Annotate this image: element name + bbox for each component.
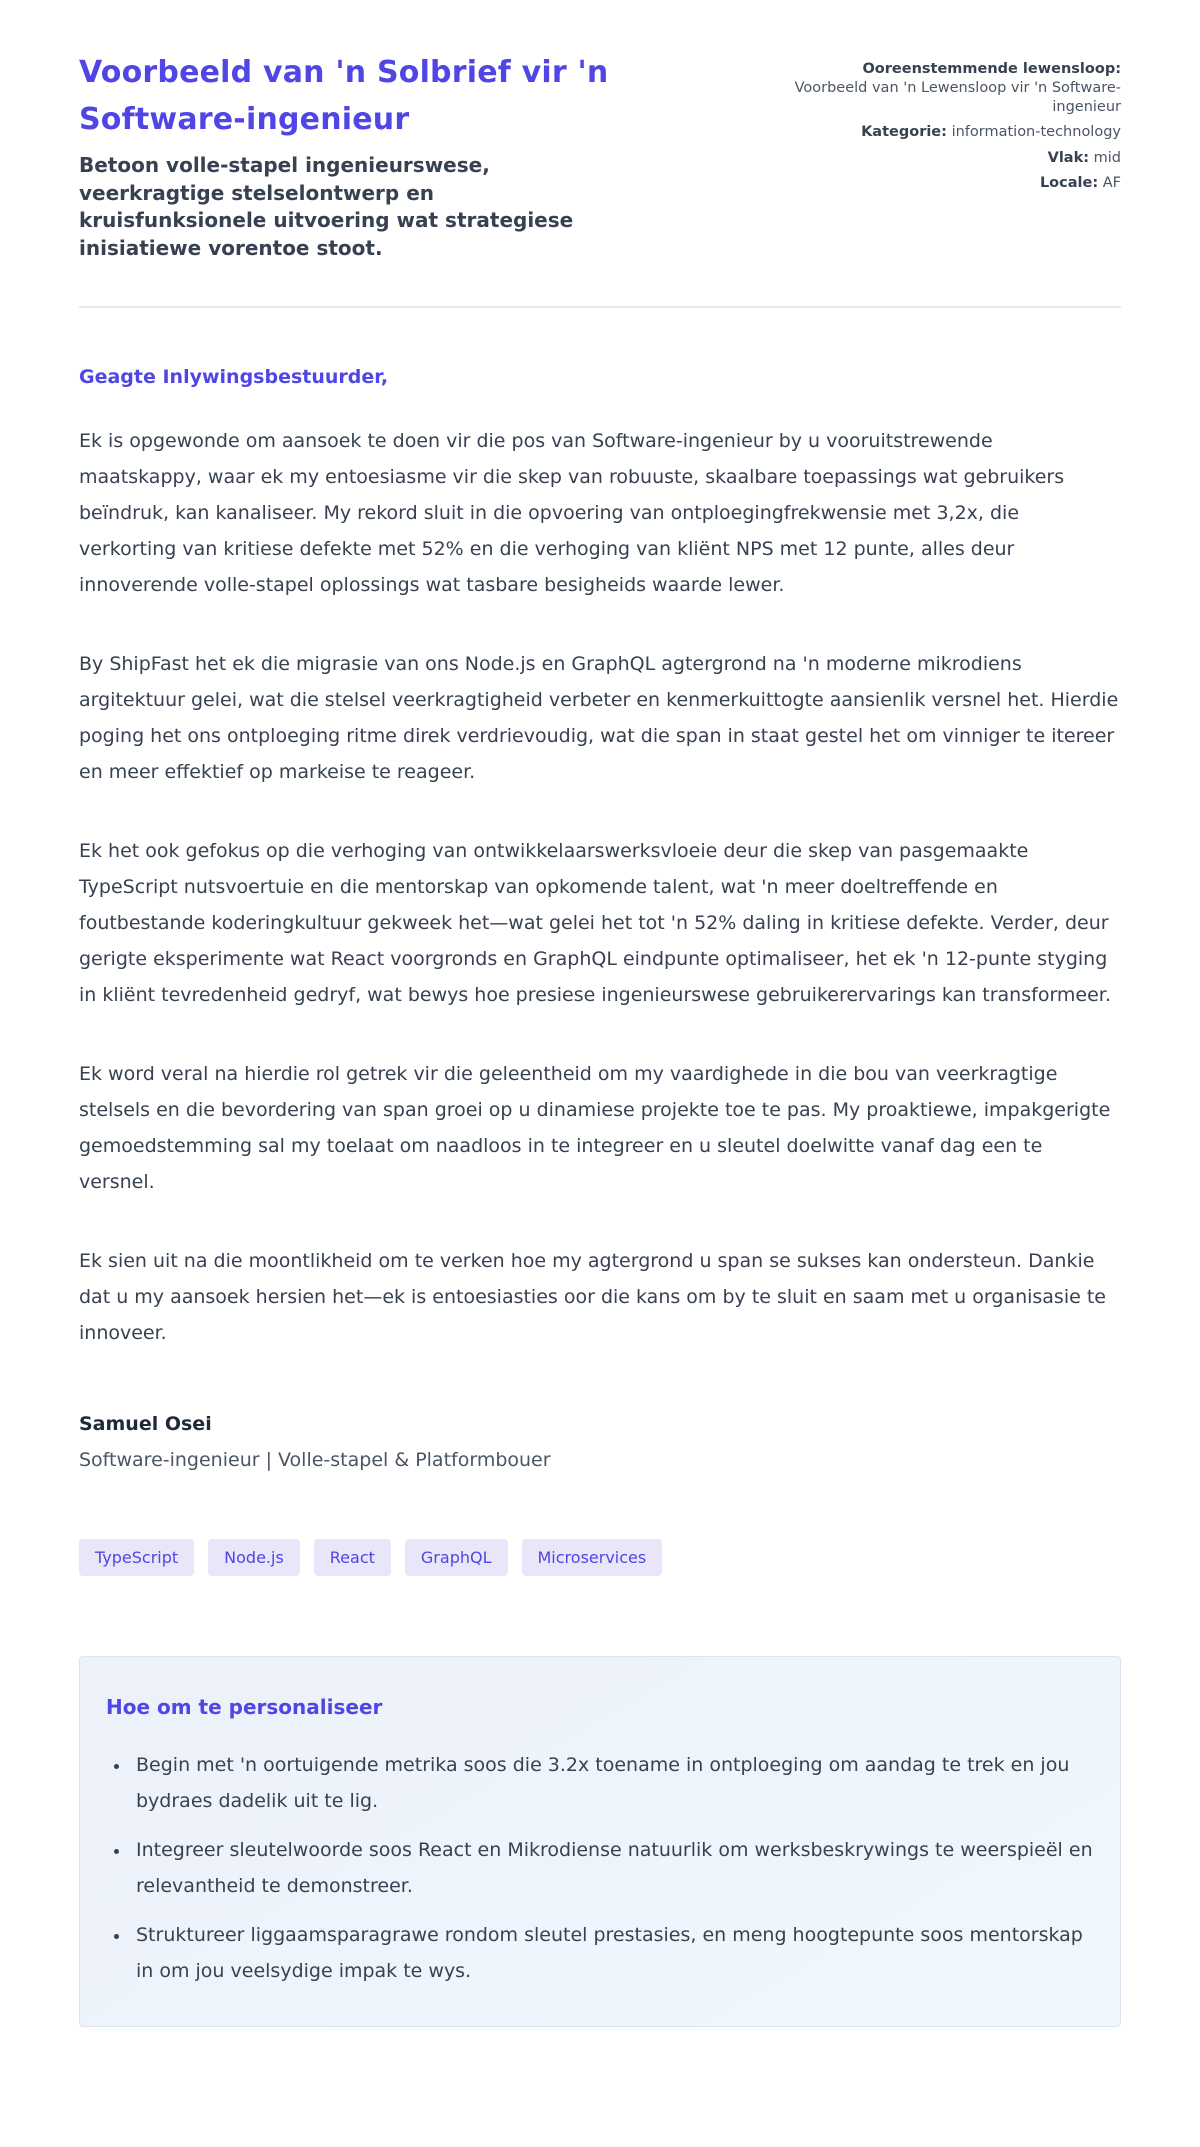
meta-item-locale [791,174,1121,193]
tag-typescript: TypeScript [79,1539,194,1576]
meta-label: Kategorie: [861,124,947,141]
divider [79,306,1121,308]
tag-graphql: GraphQL [405,1539,508,1576]
meta-label: Vlak: [1047,149,1090,166]
tag-nodejs: Node.js [208,1539,300,1576]
signature-role: Software-ingenieur | Volle-stapel & Platformbouer [79,1449,551,1472]
tag-microservices: Microservices [522,1539,663,1576]
tip-item-1: • Begin met 'n oortuigende metrika soos die 3.2x toename in ontploeging om aandag te trek en jou bydraes dadelik uit te lig. [130,1747,1094,1819]
tips-list [106,1747,1094,1989]
meta-value: AF [1102,174,1121,191]
tips-heading: Hoe om te personaliseer [106,1695,383,1720]
page-title: Voorbeeld van 'n Solbrief vir 'n Software-ingenieur [79,55,609,137]
letter-paragraph-4: Ek word veral na hierdie rol getrek vir die geleentheid om my vaardighede in die bou van veerkragtige stelsels en die bevordering van span groei op u dinamiese projekte toe te pas. My proaktiewe, impakgerigte gemoedstemming sal my toelaat om naadloos in te integreer en u sleutel doelwitte vanaf dag een te versnel. [79,1063,1111,1194]
tip-item-2: • Integreer sleutelwoorde soos React en Mikrodiense natuurlik om werksbeskrywings te weerspieël en relevantheid te demonstreer. [130,1832,1094,1904]
header [79,50,1121,262]
letter-body [79,423,1121,1351]
meta-label: Locale: [1039,174,1099,191]
skill-tags [79,1539,1121,1576]
letter-greeting: Geagte Inlywingsbestuurder, [79,366,389,389]
meta-value: information-technology [951,124,1121,141]
personalization-tips-box [79,1656,1121,2027]
header-title-block [79,50,654,262]
meta-item-level [791,149,1121,168]
letter-paragraph-2: By ShipFast het ek die migrasie van ons Node.js en GraphQL agtergrond na 'n moderne mikrodiens argitektuur gelei, wat die stelsel veerkragtigheid verbeter en kenmerkuittogte aansienlik versnel het. Hierdie poging het ons ontploeging ritme direk verdrievoudig, wat die span in staat gestel het om vinniger te itereer en meer effektief op markeise te reageer. [79,653,1119,784]
meta-panel [791,50,1121,199]
meta-value: Voorbeeld van 'n Lewensloop vir 'n Software-ingenieur [794,80,1121,116]
meta-item-category [791,123,1121,142]
meta-value: mid [1093,149,1121,166]
tag-react: React [314,1539,391,1576]
letter-paragraph-1: Ek is opgewonde om aansoek te doen vir die pos van Software-ingenieur by u vooruitstrewende maatskappy, waar ek my entoesiasme vir die skep van robuuste, skaalbare toepassings wat gebruikers beïndruk, kan kanaliseer. My rekord sluit in die opvoering van ontploegingfrekwensie met 3,2x, die verkorting van kritiese defekte met 52% en die verhoging van kliënt NPS met 12 punte, alles deur innoverende volle-stapel oplossings wat tasbare besigheids waarde lewer. [79,430,1065,597]
tip-item-3: • Struktureer liggaamsparagrawe rondom sleutel prestasies, en meng hoogtepunte soos mentorskap in om jou veelsydige impak te wys. [130,1917,1094,1989]
signature-block [79,1413,1121,1471]
letter-paragraph-3: Ek het ook gefokus op die verhoging van ontwikkelaarswerksvloeie deur die skep van pasgemaakte TypeScript nutsvoertuie en die mentorskap van opkomende talent, wat 'n meer doeltreffende en foutbestande koderingkultuur gekweek het—wat gelei het tot 'n 52% daling in kritiese defekte. Verder, deur gerigte eksperimente wat React voorgronds en GraphQL eindpunte optimaliseer, het ek 'n 12-punte styging in kliënt tevredenheid gedryf, wat bewys hoe presiese ingenieurswese gebruikerervarings kan transformeer. [79,840,1111,1007]
meta-label: Ooreenstemmende lewensloop: [862,61,1121,77]
meta-item-matching-resume [791,60,1121,117]
signature-name: Samuel Osei [79,1413,212,1436]
letter-paragraph-5: Ek sien uit na die moontlikheid om te verken hoe my agtergrond u span se sukses kan ondersteun. Dankie dat u my aansoek hersien het—ek is entoesiasties oor die kans om by te sluit en saam met u organisasie te innoveer. [79,1250,1106,1345]
page-subtitle: Betoon volle-stapel ingenieurswese, veerkragtige stelselontwerp en kruisfunksionele uitvoering wat strategiese inisiatiewe vorentoe stoot. [79,153,574,260]
cover-letter-page [79,0,1121,2027]
